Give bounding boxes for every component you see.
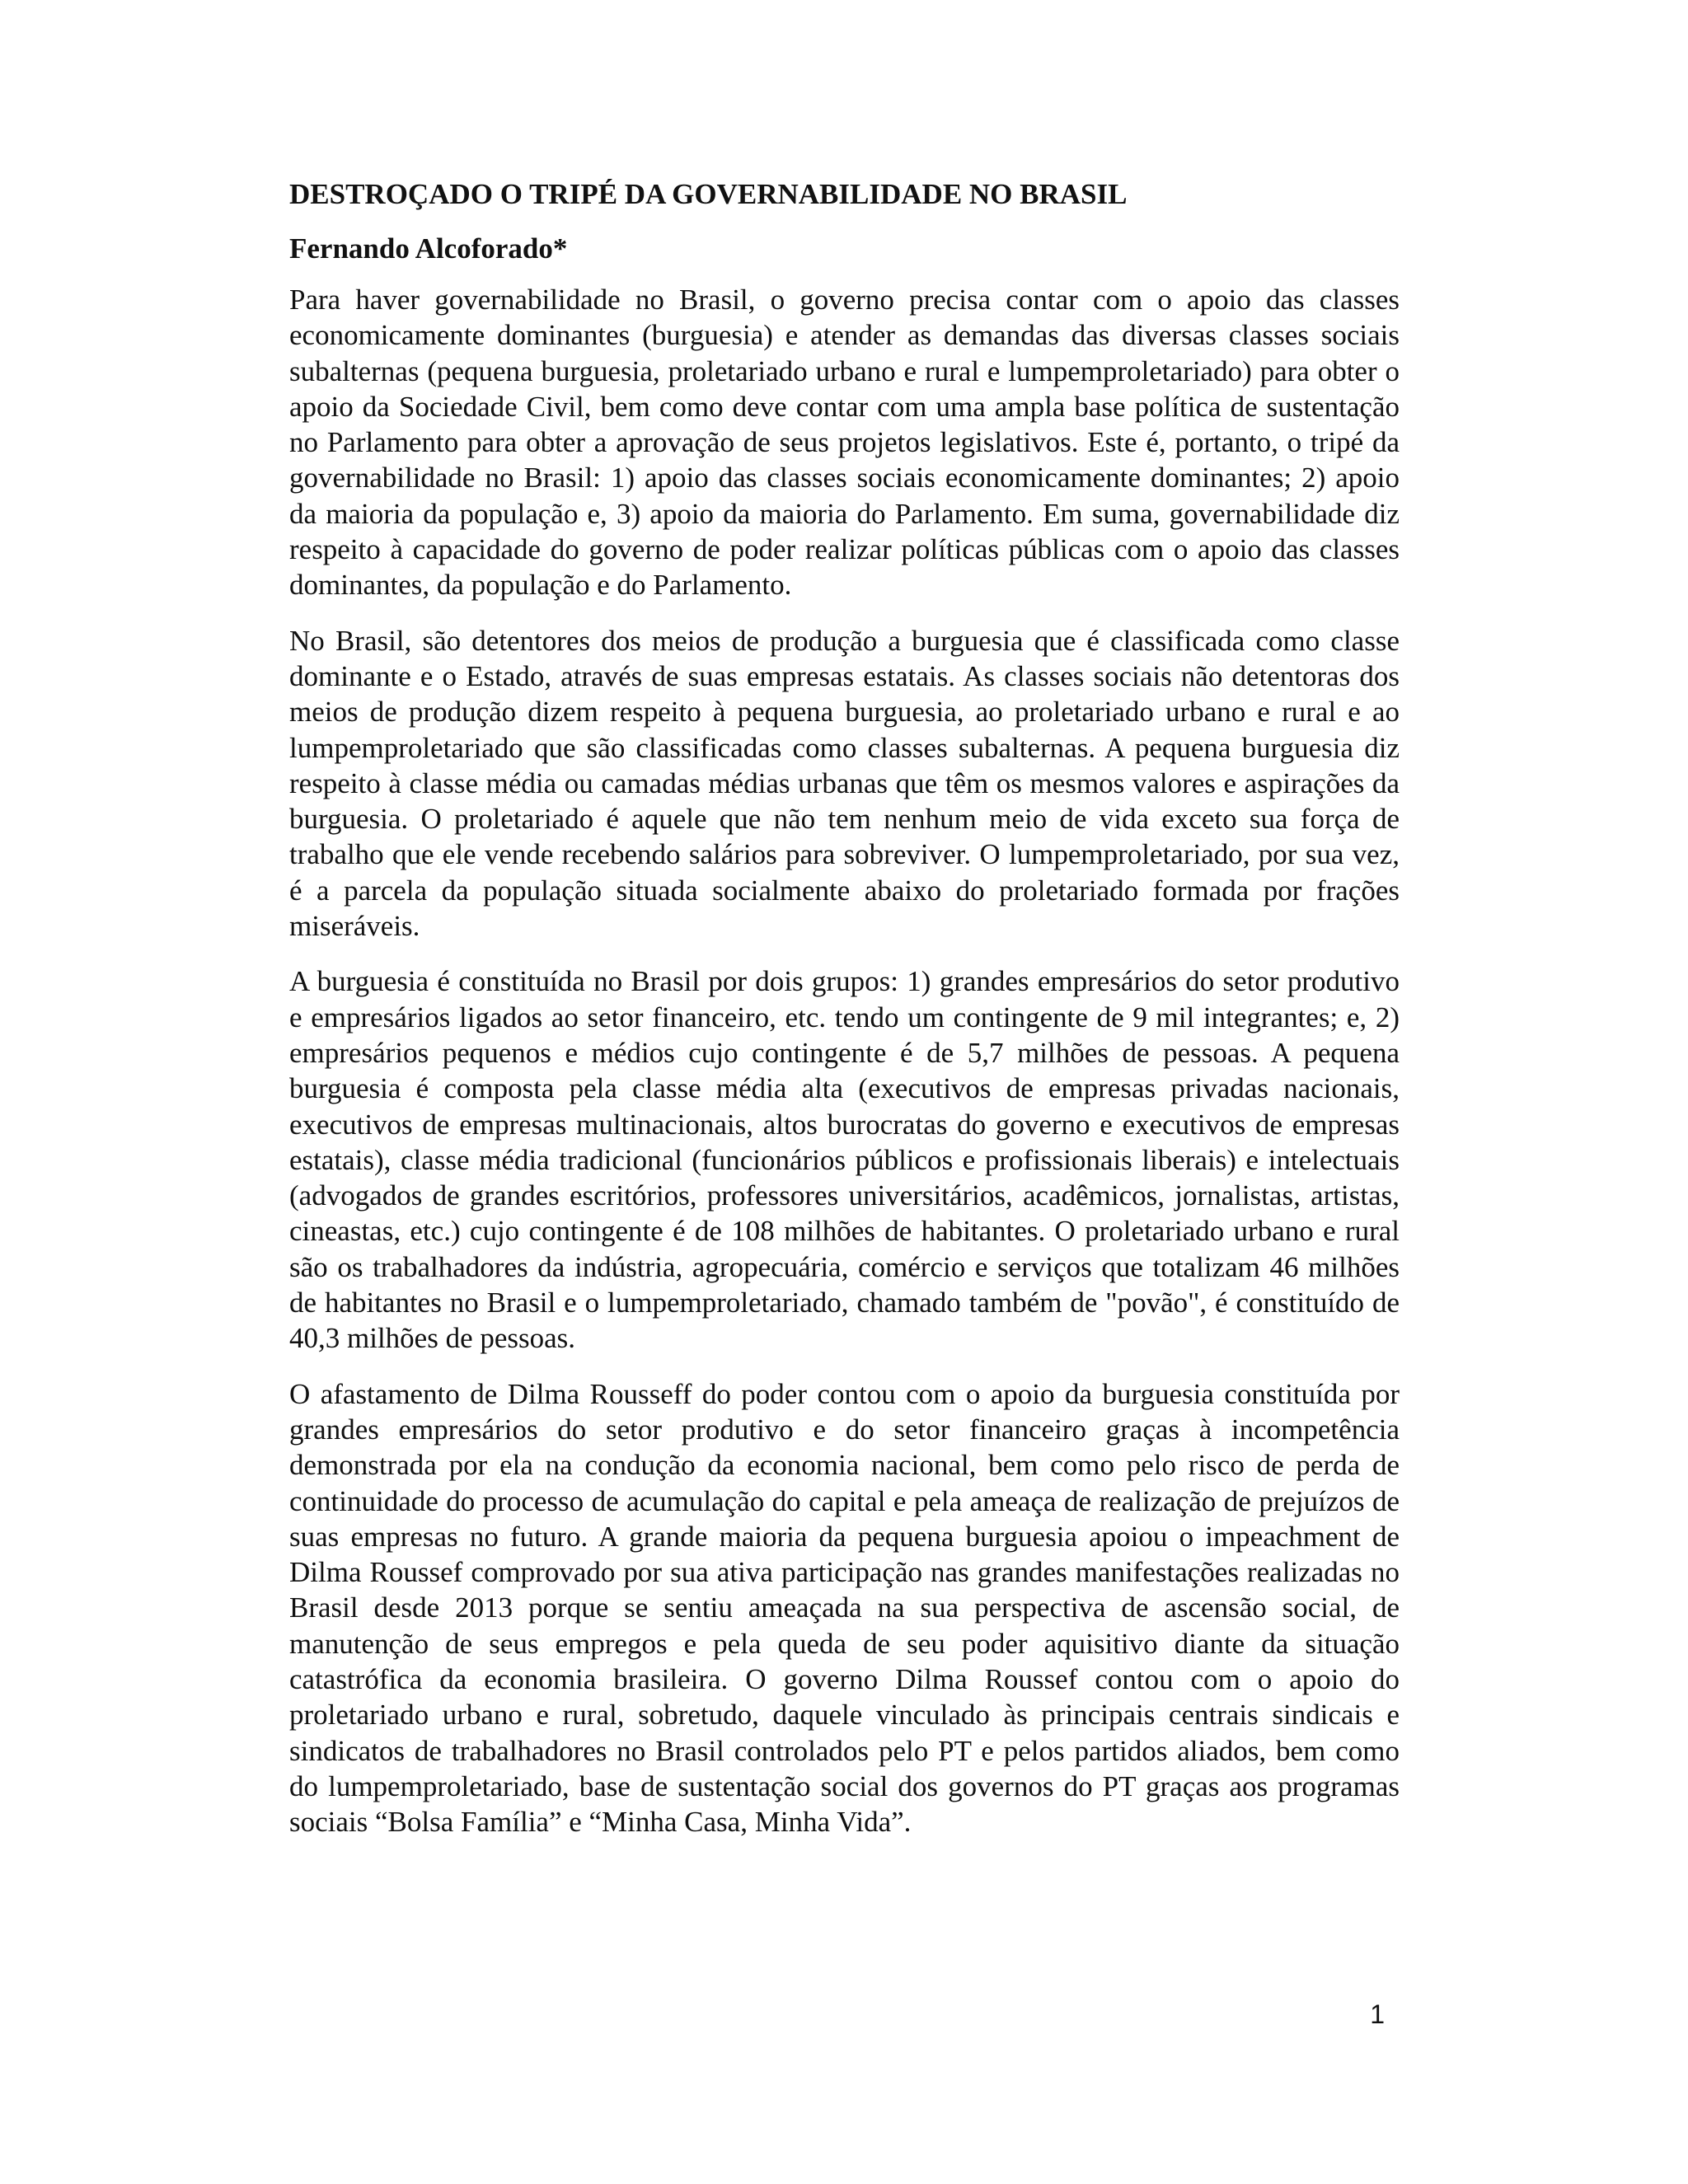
document-author: Fernando Alcoforado* bbox=[289, 232, 568, 265]
paragraph-4: O afastamento de Dilma Rousseff do poder contou com o apoio da burguesia constituída por grandes empresários do setor produtivo e do setor financeiro graças à incompetência demonstrada por ela na condução da economia nacional, bem como pelo risco de perda de continuidade do processo de acumulação do capital e pela ameaça de realização de prejuízos de suas empresas no futuro. A grande maioria da pequena burguesia apoiou o impeachment de Dilma Roussef comprovado por sua ativa participação nas grandes manifestações realizadas no Brasil desde 2013 porque se sentiu ameaçada na sua perspectiva de ascensão social, de manutenção de seus empregos e pela queda de seu poder aquisitivo diante da situação catastrófica da economia brasileira. O governo Dilma Roussef contou com o apoio do proletariado urbano e rural, sobretudo, daquele vinculado às principais centrais sindicais e sindicatos de trabalhadores no Brasil controlados pelo PT e pelos partidos aliados, bem como do lumpemproletariado, base de sustentação social dos governos do PT graças aos programas sociais “Bolsa Família” e “Minha Casa, Minha Vida”. bbox=[289, 1377, 1400, 1839]
document-body bbox=[289, 176, 1400, 1859]
paragraph-3: A burguesia é constituída no Brasil por dois grupos: 1) grandes empresários do setor produtivo e empresários ligados ao setor financeiro, etc. tendo um contingente de 9 mil integrantes; e, 2) empresários pequenos e médios cujo contingente é de 5,7 milhões de pessoas. A pequena burguesia é composta pela classe média alta (executivos de empresas privadas nacionais, executivos de empresas multinacionais, altos burocratas do governo e executivos de empresas estatais), classe média tradicional (funcionários públicos e profissionais liberais) e intelectuais (advogados de grandes escritórios, professores universitários, acadêmicos, jornalistas, artistas, cineastas, etc.) cujo contingente é de 108 milhões de habitantes. O proletariado urbano e rural são os trabalhadores da indústria, agropecuária, comércio e serviços que totalizam 46 milhões de habitantes no Brasil e o lumpemproletariado, chamado também de "povão", é constituído de 40,3 milhões de pessoas. bbox=[289, 965, 1400, 1355]
paragraph-1: Para haver governabilidade no Brasil, o governo precisa contar com o apoio das classes economicamente dominantes (burguesia) e atender as demandas das diversas classes sociais subalternas (pequena burguesia, proletariado urbano e rural e lumpemproletariado) para obter o apoio da Sociedade Civil, bem como deve contar com uma ampla base política de sustentação no Parlamento para obter a aprovação de seus projetos legislativos. Este é, portanto, o tripé da governabilidade no Brasil: 1) apoio das classes sociais economicamente dominantes; 2) apoio da maioria da população e, 3) apoio da maioria do Parlamento. Em suma, governabilidade diz respeito à capacidade do governo de poder realizar políticas públicas com o apoio das classes dominantes, da população e do Parlamento. bbox=[289, 284, 1400, 602]
page-number: 1 bbox=[1370, 1999, 1385, 2029]
paragraph-2: No Brasil, são detentores dos meios de produção a burguesia que é classificada como classe dominante e o Estado, através de suas empresas estatais. As classes sociais não detentoras dos meios de produção dizem respeito à pequena burguesia, ao proletariado urbano e rural e ao lumpemproletariado que são classificadas como classes subalternas. A pequena burguesia diz respeito à classe média ou camadas médias urbanas que têm os mesmos valores e aspirações da burguesia. O proletariado é aquele que não tem nenhum meio de vida exceto sua força de trabalho que ele vende recebendo salários para sobreviver. O lumpemproletariado, por sua vez, é a parcela da população situada socialmente abaixo do proletariado formada por frações miseráveis. bbox=[289, 624, 1400, 943]
document-title: DESTROÇADO O TRIPÉ DA GOVERNABILIDADE NO BRASIL bbox=[289, 178, 1128, 210]
